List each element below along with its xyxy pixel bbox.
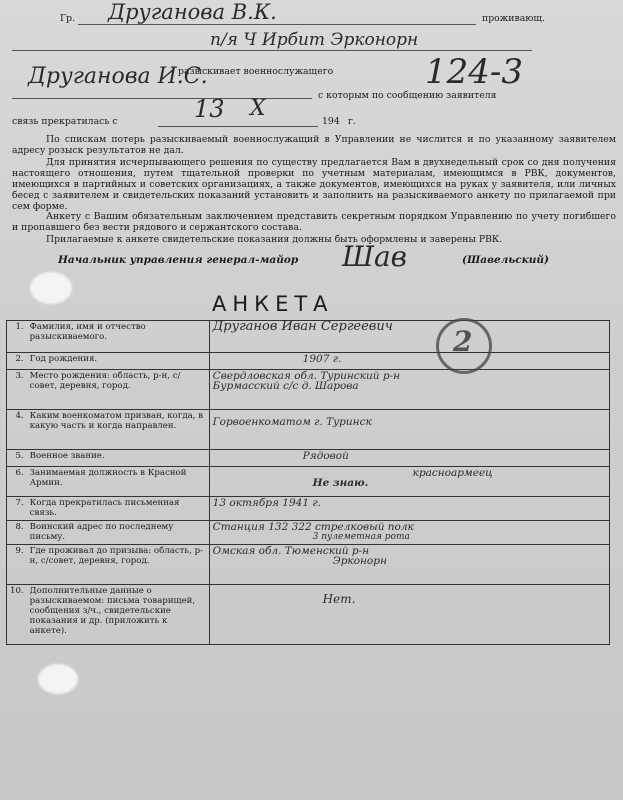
table-row <box>7 410 610 450</box>
row-label: Военное звание. <box>27 450 210 467</box>
row-value <box>209 321 609 353</box>
paragraph-2: Для принятия исчерпывающего решения по существу предлагается Вам в двухнедельный срок со дня получения настоящего отношения, путем тщательной проверки по учетным материалам, имеющимся в РВК, документов, имеющихся в партийных и советских организациях, а также документов, имеющихся на руках у заявителя, или личных бесед с заявителем и свидетельских показаний установить и заполнить на разыскиваемого анкету по прилагаемой при сем форме. <box>12 157 616 212</box>
form-title: АНКЕТА <box>212 292 334 316</box>
value-text: Нет. <box>322 592 356 606</box>
row-number: 2. <box>7 353 27 370</box>
searching-label: разыскивает военнослужащего <box>178 66 334 77</box>
value-text-2: Бурмасский с/с д. Шарова <box>212 380 359 392</box>
paragraph-3: Анкету с Вашим обязательным заключением представить секретным порядком Управлению по учету погибшего и пропавшего без вести рядового и сержантского состава. <box>12 211 616 233</box>
paragraph-4: Прилагаемые к анкете свидетельские показания должны быть оформлены и заверены РВК. <box>46 234 503 245</box>
header-line-3 <box>12 98 312 99</box>
row-value <box>209 521 609 545</box>
value-text: 13 октября 1941 г. <box>212 497 321 509</box>
lost-day: 13 <box>194 95 225 123</box>
value-text-2: Не знаю. <box>312 477 369 489</box>
row-value <box>209 410 609 450</box>
row-label: Год рождения. <box>27 353 210 370</box>
recipient-name: Друганова В.К. <box>108 0 277 24</box>
value-text: Свердловская обл. Туринский р-н <box>212 370 401 382</box>
table-row <box>7 497 610 521</box>
row-label: Где проживал до призыва: область, р-н, с/совет, деревня, город. <box>27 545 210 585</box>
table-row <box>7 370 610 410</box>
row-number: 8. <box>7 521 27 545</box>
table-row <box>7 585 610 645</box>
row-label: Фамилия, имя и отчество разыскиваемого. <box>27 321 210 353</box>
table-row <box>7 521 610 545</box>
lost-label: связь прекратилась с <box>12 116 118 127</box>
table-row <box>7 467 610 497</box>
value-text: Станция 132 322 стрелковый полк <box>212 521 414 533</box>
row-number: 3. <box>7 370 27 410</box>
row-label: Когда прекратилась письменная связь. <box>27 497 210 521</box>
row-value <box>209 353 609 370</box>
soldier-name-handwritten: Друганова И.С. <box>28 64 208 89</box>
value-text: Омская обл. Тюменский р-н <box>212 545 370 557</box>
value-text-2: Эрконорн <box>332 555 387 567</box>
header-line-1 <box>78 24 476 25</box>
lost-month: X <box>250 96 266 121</box>
signature-handwritten: Шав <box>342 240 407 273</box>
signature-title: Начальник управления генерал-майор <box>58 254 299 266</box>
row-label: Каким военкоматом призван, когда, в какую часть и когда направлен. <box>27 410 210 450</box>
row-value <box>209 497 609 521</box>
row-value <box>209 467 609 497</box>
value-text: Друганов Иван Сергеевич <box>212 319 393 334</box>
table-row <box>7 321 610 353</box>
value-text: красноармеец <box>412 467 493 479</box>
paper-tear <box>38 664 78 694</box>
value-text: Рядовой <box>302 450 349 462</box>
value-text-2: 3 пулеметная рота <box>312 532 410 542</box>
year-prefix: 194 <box>322 116 340 127</box>
date-line <box>158 126 318 127</box>
row-value <box>209 585 609 645</box>
gr-label: Гр. <box>60 13 76 24</box>
row-value <box>209 370 609 410</box>
paragraph-1: По спискам потерь разыскиваемый военнослужащий в Управлении не числится и по указанному заявителем адресу розыск результатов не дал. <box>12 134 616 156</box>
anketa-table <box>6 320 610 645</box>
living-label: проживающ. <box>482 13 545 24</box>
row-number: 1. <box>7 321 27 353</box>
row-number: 9. <box>7 545 27 585</box>
row-label: Дополнительные данные о разыскиваемом: письма товарищей, сообщения з/ч., свидетельские показания и др. (приложить к анкете). <box>27 585 210 645</box>
paper-tear <box>30 272 72 304</box>
table-row <box>7 353 610 370</box>
row-number: 4. <box>7 410 27 450</box>
address-handwritten: п/я Ч Ирбит Эрконорн <box>210 30 419 50</box>
header-line-2 <box>12 50 532 51</box>
row-number: 7. <box>7 497 27 521</box>
row-number: 5. <box>7 450 27 467</box>
value-text: Горвоенкоматом г. Туринск <box>212 416 372 428</box>
year-suffix: г. <box>348 116 356 127</box>
circular-stamp <box>436 318 492 374</box>
row-label: Занимаемая должность в Красной Армии. <box>27 467 210 497</box>
value-text: 1907 г. <box>302 353 342 365</box>
table-row <box>7 545 610 585</box>
row-value <box>209 545 609 585</box>
stamp-number: 2 <box>453 325 473 358</box>
row-number: 10. <box>7 585 27 645</box>
row-number: 6. <box>7 467 27 497</box>
row-value <box>209 450 609 467</box>
signature-name: (Шавельский) <box>462 254 550 266</box>
table-row <box>7 450 610 467</box>
contact-text: с которым по сообщению заявителя <box>318 90 497 101</box>
row-label: Воинский адрес по последнему письму. <box>27 521 210 545</box>
row-label: Место рождения: область, р-н, с/совет, деревня, город. <box>27 370 210 410</box>
case-number: 124-3 <box>425 52 524 92</box>
